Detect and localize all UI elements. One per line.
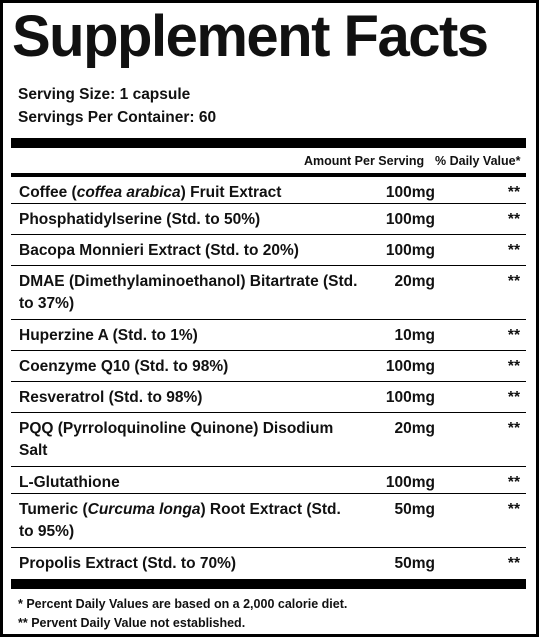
ingredient-amount: 100mg (385, 184, 435, 201)
ingredient-amount: 100mg (385, 358, 435, 375)
ingredient-daily-value: ** (507, 327, 520, 344)
ingredient-name: DMAE (Dimethylaminoethanol) Bitartrate (Std. to 37%) (19, 273, 358, 312)
ingredient-name: Coenzyme Q10 (Std. to 98%) (19, 358, 229, 375)
ingredient-daily-value: ** (507, 242, 520, 259)
ingredient-name: Phosphatidylserine (Std. to 50%) (19, 211, 261, 228)
ingredient-daily-value: ** (507, 358, 520, 375)
ingredient-row (11, 235, 526, 266)
servings-per-container: Servings Per Container: 60 (18, 109, 217, 126)
ingredient-amount: 20mg (394, 420, 435, 437)
ingredient-name: PQQ (Pyrroloquinoline Quinone) Disodium Salt (19, 420, 334, 459)
ingredient-amount: 50mg (394, 501, 435, 518)
column-header-daily-value: % Daily Value* (435, 154, 521, 168)
thick-divider-bottom (11, 579, 526, 589)
ingredient-name: Tumeric (Curcuma longa) Root Extract (Std. to 95%) (19, 501, 341, 540)
ingredient-daily-value: ** (507, 184, 520, 201)
ingredient-name: Bacopa Monnieri Extract (Std. to 20%) (19, 242, 299, 259)
footnote-daily-values: * Percent Daily Values are based on a 2,000 calorie diet. (18, 597, 348, 611)
ingredient-daily-value: ** (507, 211, 520, 228)
label-title: Supplement Facts (12, 4, 488, 69)
ingredient-daily-value: ** (507, 273, 520, 290)
ingredient-name: Coffee (coffea arabica) Fruit Extract (19, 184, 282, 201)
ingredient-name: Propolis Extract (Std. to 70%) (19, 555, 237, 572)
ingredient-amount: 100mg (385, 211, 435, 228)
ingredient-amount: 20mg (394, 273, 435, 290)
ingredient-amount: 100mg (385, 242, 435, 259)
column-header-amount: Amount Per Serving (304, 154, 425, 168)
ingredient-table (11, 177, 526, 579)
ingredient-row (11, 177, 526, 204)
ingredient-row (11, 413, 526, 467)
ingredient-row (11, 548, 526, 579)
footnote-not-established: ** Pervent Daily Value not established. (18, 616, 246, 630)
ingredient-name: Huperzine A (Std. to 1%) (19, 327, 198, 344)
ingredient-daily-value: ** (507, 501, 520, 518)
ingredient-row (11, 351, 526, 382)
ingredient-daily-value: ** (507, 474, 520, 491)
ingredient-row (11, 467, 526, 494)
ingredient-daily-value: ** (507, 389, 520, 406)
ingredient-row (11, 382, 526, 413)
ingredient-daily-value: ** (507, 420, 520, 437)
ingredient-row (11, 494, 526, 548)
ingredient-amount: 100mg (385, 474, 435, 491)
thick-divider-top (11, 138, 526, 148)
serving-size: Serving Size: 1 capsule (18, 86, 191, 103)
ingredient-name: Resveratrol (Std. to 98%) (19, 389, 203, 406)
ingredient-row (11, 204, 526, 235)
ingredient-row (11, 266, 526, 320)
ingredient-name: L-Glutathione (19, 474, 120, 491)
ingredient-amount: 50mg (394, 555, 435, 572)
ingredient-row (11, 320, 526, 351)
ingredient-daily-value: ** (507, 555, 520, 572)
ingredient-amount: 100mg (385, 389, 435, 406)
ingredient-amount: 10mg (394, 327, 435, 344)
